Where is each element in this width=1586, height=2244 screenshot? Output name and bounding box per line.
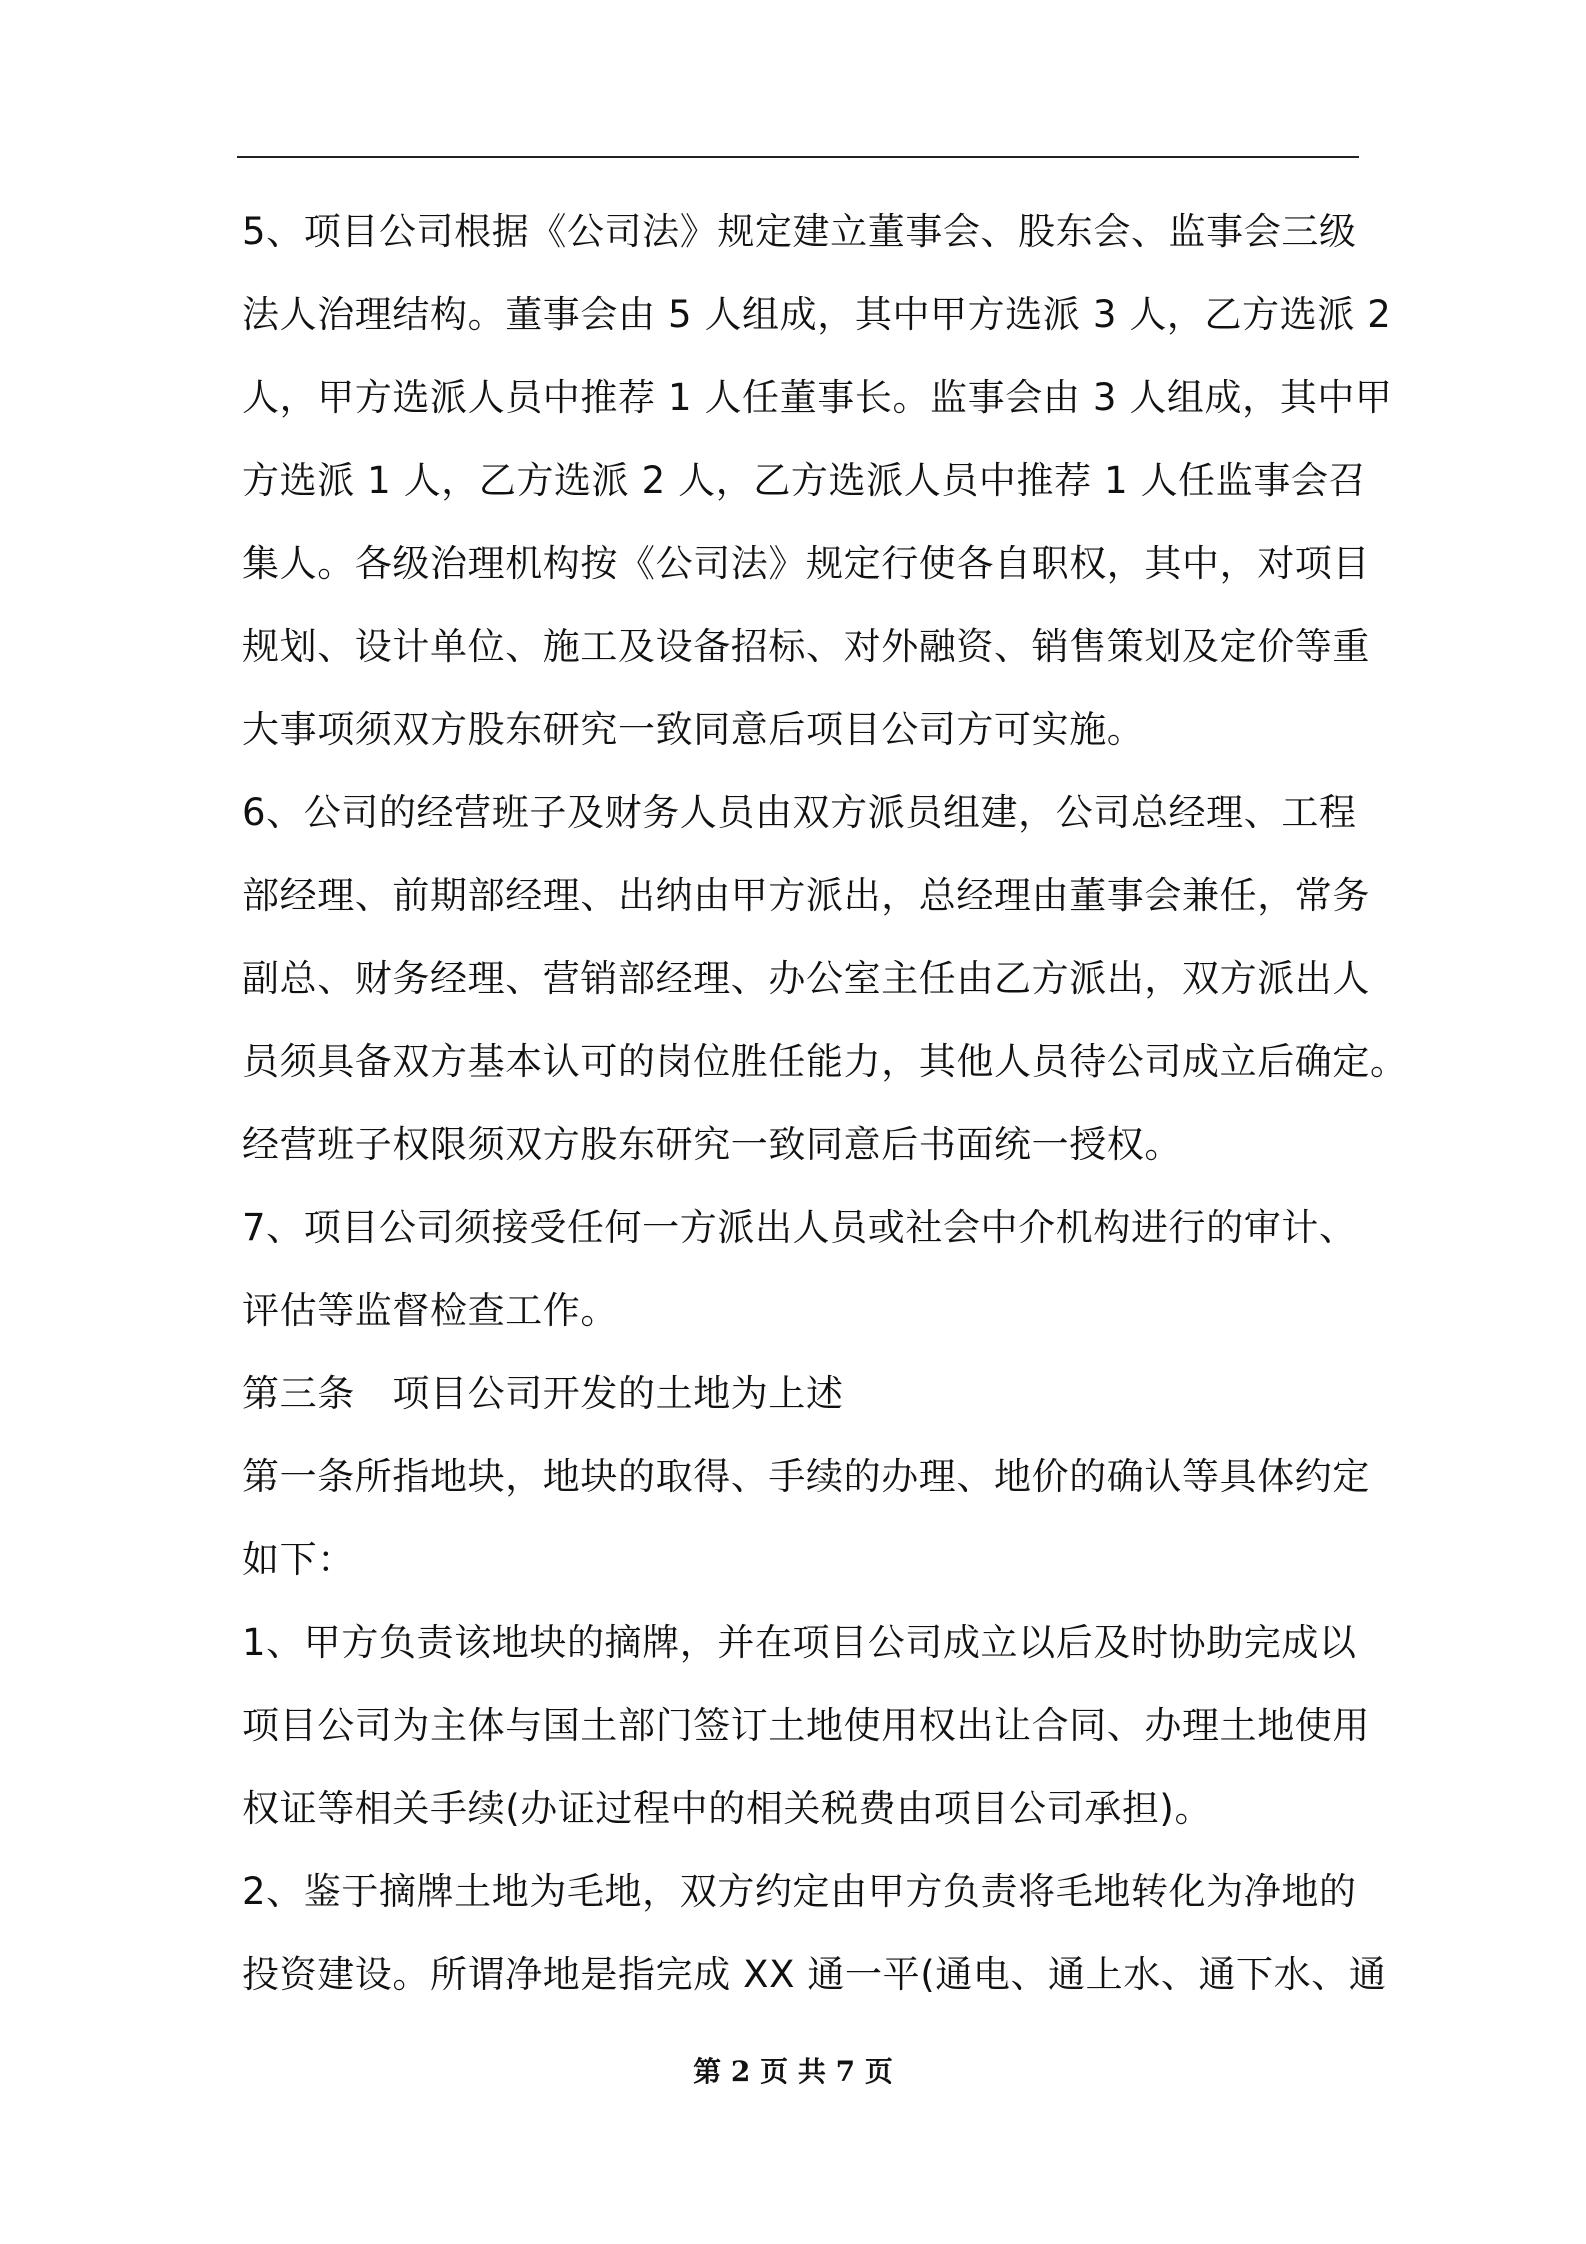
text-line: 5、项目公司根据《公司法》规定建立董事会、股东会、监事会三级 [242,210,1357,253]
text-line: 1、甲方负责该地块的摘牌，并在项目公司成立以后及时协助完成以 [242,1621,1357,1664]
text-line: 部经理、前期部经理、出纳由甲方派出，总经理由董事会兼任，常务 [242,874,1370,917]
text-line: 第一条所指地块，地块的取得、手续的办理、地价的确认等具体约定 [242,1455,1370,1498]
text-line: 权证等相关手续(办证过程中的相关税费由项目公司承担)。 [242,1787,1213,1830]
header-rule [237,156,1359,158]
text-line: 投资建设。所谓净地是指完成 XX 通一平(通电、通上水、通下水、通 [242,1953,1387,1996]
text-line: 人，甲方选派人员中推荐 1 人任董事长。监事会由 3 人组成，其中甲 [242,376,1393,419]
document-body [242,190,1408,2016]
text-line: 评估等监督检查工作。 [242,1289,618,1332]
text-line: 大事项须双方股东研究一致同意后项目公司方可实施。 [242,708,1145,751]
text-line: 项目公司为主体与国土部门签订土地使用权出让合同、办理土地使用 [242,1704,1370,1747]
text-line: 2、鉴于摘牌土地为毛地，双方约定由甲方负责将毛地转化为净地的 [242,1870,1357,1913]
text-line: 法人治理结构。董事会由 5 人组成，其中甲方选派 3 人，乙方选派 2 [242,293,1392,336]
text-line: 如下： [242,1538,355,1581]
text-line: 员须具备双方基本认可的岗位胜任能力，其他人员待公司成立后确定。 [242,1040,1408,1083]
section-heading: 第三条 项目公司开发的土地为上述 [242,1372,844,1415]
text-line: 副总、财务经理、营销部经理、办公室主任由乙方派出，双方派出人 [242,957,1370,1000]
text-line: 规划、设计单位、施工及设备招标、对外融资、销售策划及定价等重 [242,625,1370,668]
page-number-footer: 第 2 页 共 7 页 [693,2055,893,2088]
text-line: 集人。各级治理机构按《公司法》规定行使各自职权，其中，对项目 [242,542,1370,585]
text-line: 7、项目公司须接受任何一方派出人员或社会中介机构进行的审计、 [242,1206,1357,1249]
text-line: 方选派 1 人，乙方选派 2 人，乙方选派人员中推荐 1 人任监事会召 [242,459,1367,502]
text-line: 经营班子权限须双方股东研究一致同意后书面统一授权。 [242,1123,1182,1166]
text-line: 6、公司的经营班子及财务人员由双方派员组建，公司总经理、工程 [242,791,1357,834]
